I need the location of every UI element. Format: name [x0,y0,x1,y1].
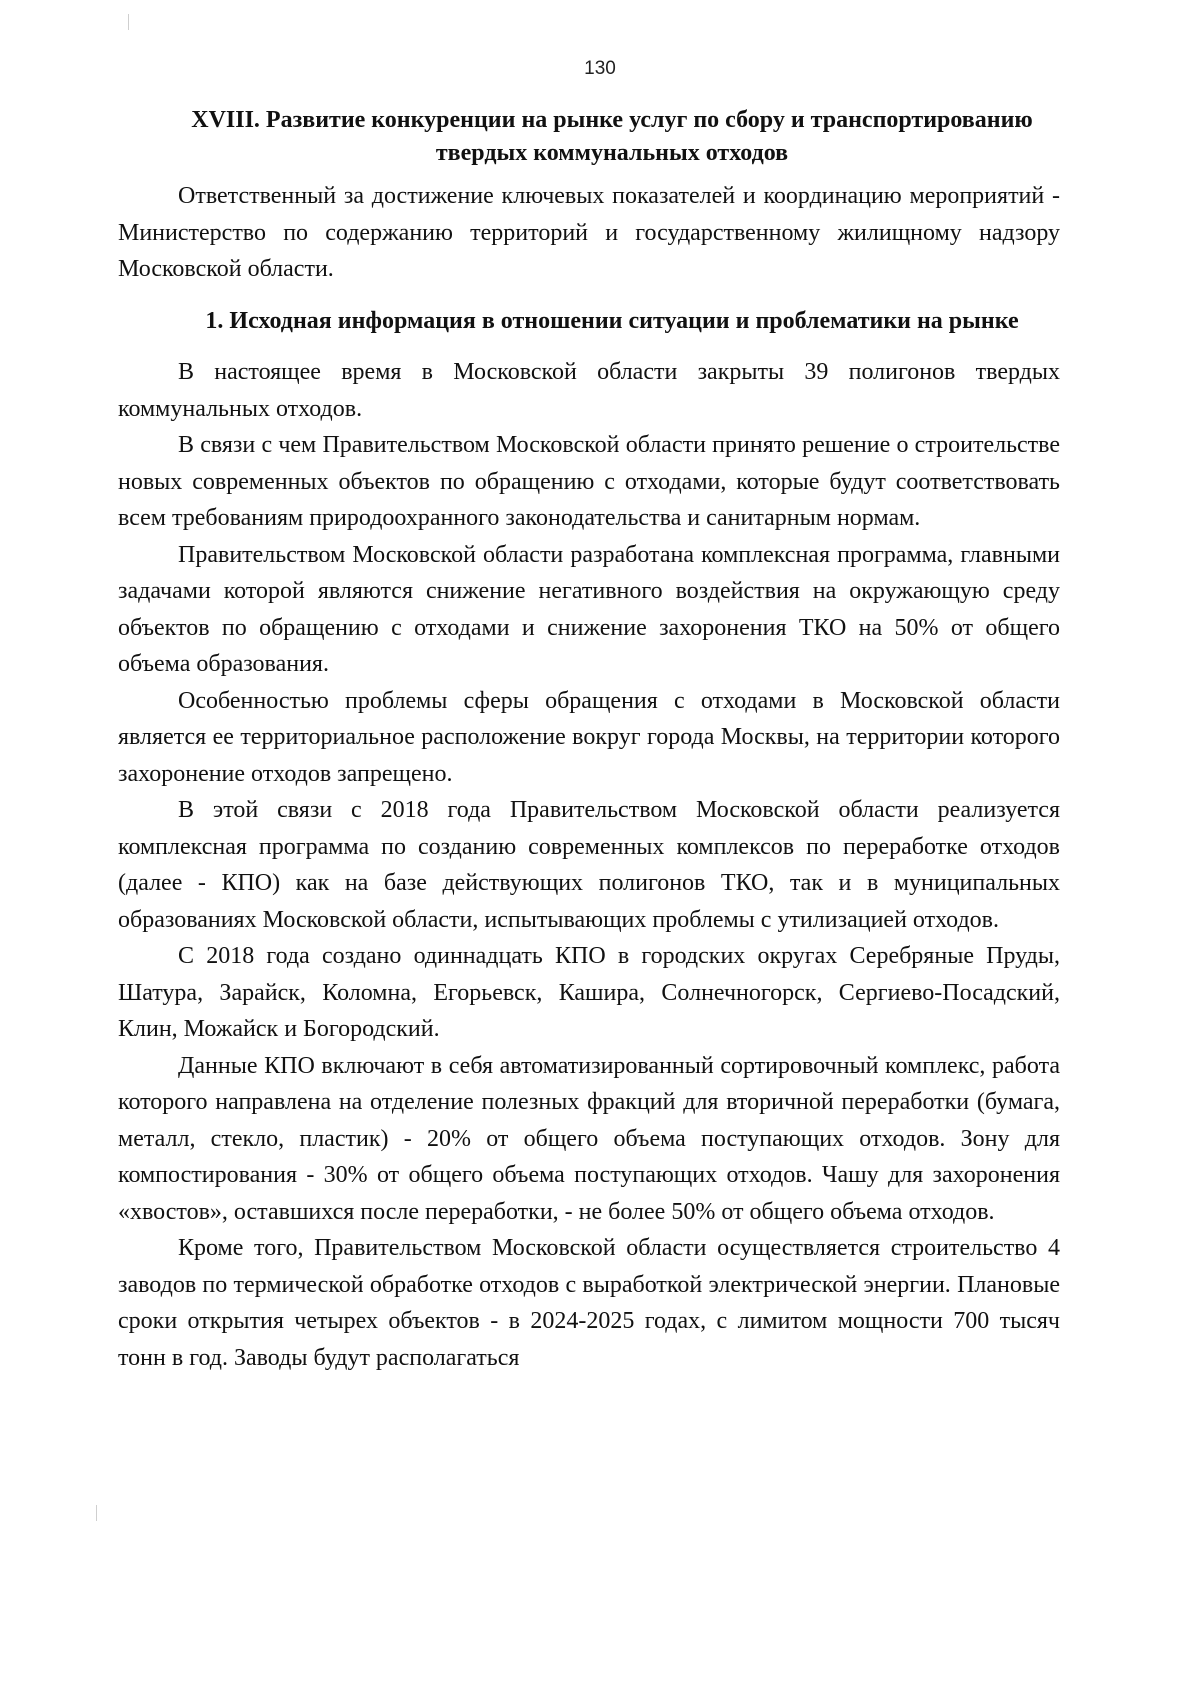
paragraph: Кроме того, Правительством Московской области осуществляется строительство 4 заводов по термической обработке отходов с выработкой электрической энергии. Плановые сроки открытия четырех объектов - в 2024-2025 годах, с лимитом мощности 700 тысяч тонн в год. Заводы будут располагаться [118,1235,1060,1371]
subsection-heading: 1. Исходная информация в отношении ситуации и проблематики на рынке [205,308,1019,334]
paragraph: С 2018 года создано одиннадцать КПО в городских округах Серебряные Пруды, Шатура, Зарайск, Коломна, Егорьевск, Кашира, Солнечногорск, Сергиево-Посадский, Клин, Можайск и Богородский. [118,943,1060,1042]
paragraph: В связи с чем Правительством Московской области принято решение о строительстве новых современных объектов по обращению с отходами, которые будут соответствовать всем требованиям природоохранного законодательства и санитарным нормам. [118,432,1060,531]
section-title [112,104,1112,170]
paragraph: Ответственный за достижение ключевых показателей и координацию мероприятий - Министерство по содержанию территорий и государственному жилищному надзору Московской области. [118,183,1060,282]
page-number: 130 [584,58,616,79]
responsible-paragraph [118,178,1060,288]
scan-artifact-mark [96,1505,97,1521]
paragraph: В этой связи с 2018 года Правительством Московской области реализуется комплексная программа по созданию современных комплексов по переработке отходов (далее - КПО) как на базе действующих полигонов ТКО, так и в муниципальных образованиях Московской области, испытывающих проблемы с утилизацией отходов. [118,797,1060,933]
paragraph: Данные КПО включают в себя автоматизированный сортировочный комплекс, работа которого направлена на отделение полезных фракций для вторичной переработки (бумага, металл, стекло, пластик) - 20% от общего объема поступающих отходов. Зону для компостирования - 30% от общего объема поступающих отходов. Чашу для захоронения «хвостов», оставшихся после переработки, - не более 50% от общего объема отходов. [118,1052,1060,1225]
section-title-line: твердых коммунальных отходов [435,140,789,166]
body-text [118,354,1060,1376]
section-title-line: XVIII. Развитие конкуренции на рынке услуг по сбору и транспортированию [191,107,1033,133]
paragraph: В настоящее время в Московской области закрыты 39 полигонов твердых коммунальных отходов. [118,359,1060,422]
paragraph: Особенностью проблемы сферы обращения с отходами в Московской области является ее территориальное расположение вокруг города Москвы, на территории которого захоронение отходов запрещено. [118,687,1060,787]
scan-artifact-mark [128,14,129,30]
paragraph: Правительством Московской области разработана комплексная программа, главными задачами которой являются снижение негативного воздействия на окружающую среду объектов по обращению с отходами и снижение захоронения ТКО на 50% от общего объема образования. [118,541,1060,677]
